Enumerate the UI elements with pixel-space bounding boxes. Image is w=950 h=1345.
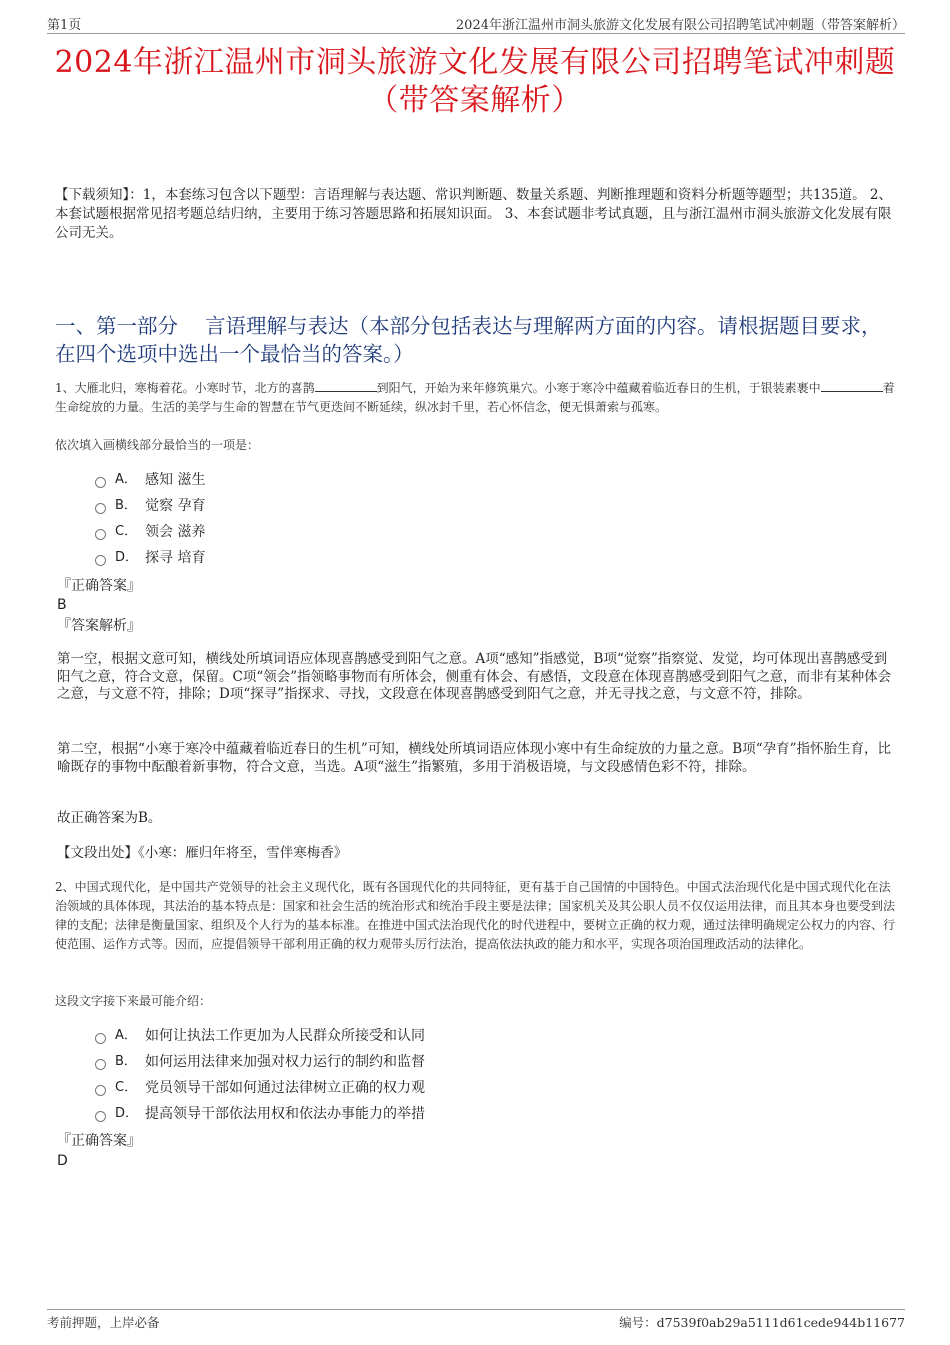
fill-blank-1 (315, 380, 377, 392)
section-heading: 一、第一部分 言语理解与表达（本部分包括表达与理解两方面的内容。请根据题目要求，在四个选项中选出一个最恰当的答案。） (55, 314, 882, 366)
option-d[interactable]: D． 提高领导干部依法用权和依法办事能力的举措 (95, 1101, 425, 1127)
fill-blank-2 (821, 380, 883, 392)
page-number: 第1页 (47, 18, 82, 33)
option-c[interactable]: C． 党员领导干部如何通过法律树立正确的权力观 (95, 1075, 425, 1101)
radio-icon[interactable] (95, 1033, 106, 1044)
download-notice: 【下载须知】：1，本套练习包含以下题型：言语理解与表达题、常识判断题、数量关系题、判断推理题和资料分析题等题型；共135道。 2、本套试题根据常见招考题总结归纳，主要用于练习答题思路和拓展知识面。 3、本套试题非考试真题，且与浙江温州市洞头旅游文化发展有限公司无关。 (55, 187, 892, 241)
option-d[interactable]: D． 探寻 培育 (95, 545, 205, 571)
q1-stem-part-b: 到阳气，开始为来年修筑巢穴。小寒于寒冷中蕴藏着临近春日的生机，于银装素裹中 (376, 381, 821, 395)
radio-icon[interactable] (95, 1085, 106, 1096)
option-a[interactable]: A． 如何让执法工作更加为人民群众所接受和认同 (95, 1023, 425, 1049)
title-line-1: 2024年浙江温州市洞头旅游文化发展有限公司招聘笔试冲刺题 (54, 45, 896, 80)
radio-icon[interactable] (95, 1111, 106, 1122)
question-1-prompt: 依次填入画横线部分最恰当的一项是： (55, 438, 260, 452)
radio-icon[interactable] (95, 1059, 106, 1070)
question-2-options (95, 1023, 425, 1127)
q1-conclusion: 故正确答案为B。 (57, 810, 162, 826)
header-divider (47, 33, 905, 34)
option-b[interactable]: B． 觉察 孕育 (95, 493, 205, 519)
question-2-stem: 2、中国式现代化，是中国共产党领导的社会主义现代化，既有各国现代化的共同特征，更有基于自己国情的中国特色。中国式法治现代化是中国式现代化在法治领域的具体体现，其法治的基本特点是：国家和社会生活的统治形式和统治手段主要是法律；国家机关及其公职人员不仅仅运用法律，而且其本身也要受到法律的支配；法律是衡量国家、组织及个人行为的基本标准。在推进中国式法治现代化的时代进程中，要树立正确的权力观，通过法律明确规定公权力的内容、行使范围、运作方式等。因而，应提倡领导干部利用正确的权力观带头厉行法治，提高依法执政的能力和水平，实现各项治国理政活动的法律化。 (55, 880, 896, 951)
q1-answer: B (57, 597, 67, 613)
q1-analysis-label: 『答案解析』 (57, 618, 141, 634)
radio-icon[interactable] (95, 477, 106, 488)
footer-divider (47, 1309, 905, 1310)
q1-stem-part-a: 1、大雁北归，寒梅着花。小寒时节，北方的喜鹊 (55, 381, 315, 395)
option-b[interactable]: B． 如何运用法律来加强对权力运行的制约和监督 (95, 1049, 425, 1075)
footer-slogan: 考前押题，上岸必备 (47, 1315, 160, 1330)
question-1-stem (55, 379, 900, 417)
option-c[interactable]: C． 领会 滋养 (95, 519, 205, 545)
option-a[interactable]: A． 感知 滋生 (95, 467, 205, 493)
q2-answer: D (57, 1153, 68, 1169)
radio-icon[interactable] (95, 503, 106, 514)
q1-analysis-paragraph-1: 第一空，根据文意可知，横线处所填词语应体现喜鹊感受到阳气之意。A项“感知”指感觉，B项“觉察”指察觉、发觉，均可体现出喜鹊感受到阳气之意，符合文意，保留。C项“领会”指领略事物而有所体会，侧重有体会、有感悟，文段意在体现喜鹊感受到阳气之意，而非有某种体会之意，与文意不符，排除；D项“探寻”指探求、寻找，文段意在体现喜鹊感受到阳气之意，并无寻找之意，与文意不符，排除。 (57, 651, 892, 702)
title-line-2: （带答案解析） (368, 83, 582, 118)
radio-icon[interactable] (95, 529, 106, 540)
radio-icon[interactable] (95, 555, 106, 566)
page-header (47, 14, 905, 34)
document-title (40, 44, 910, 120)
header-doc-title: 2024年浙江温州市洞头旅游文化发展有限公司招聘笔试冲刺题（带答案解析） (455, 18, 905, 33)
q2-answer-label: 『正确答案』 (57, 1133, 141, 1149)
q1-stem-part-c: 着生命绽放的力量。生活的美学与生命的智慧在节气更迭间不断延续，纵冰封千里，若心怀信念，便无惧萧索与孤寒。 (55, 381, 895, 414)
document-id: 编号：d7539f0ab29a5111d61cede944b11677 (619, 1315, 905, 1330)
q1-source: 【文段出处】《小寒：雁归年将至，雪伴寒梅香》 (57, 845, 348, 861)
question-1-options (95, 467, 205, 571)
question-2-prompt: 这段文字接下来最可能介绍： (55, 994, 212, 1008)
q1-answer-label: 『正确答案』 (57, 578, 141, 594)
q1-analysis-paragraph-2: 第二空，根据“小寒于寒冷中蕴藏着临近春日的生机”可知，横线处所填词语应体现小寒中有生命绽放的力量之意。B项“孕育”指怀胎生育，比喻既存的事物中酝酿着新事物，符合文意，当选。A项“滋生”指繁殖，多用于消极语境，与文段感情色彩不符，排除。 (57, 741, 892, 775)
